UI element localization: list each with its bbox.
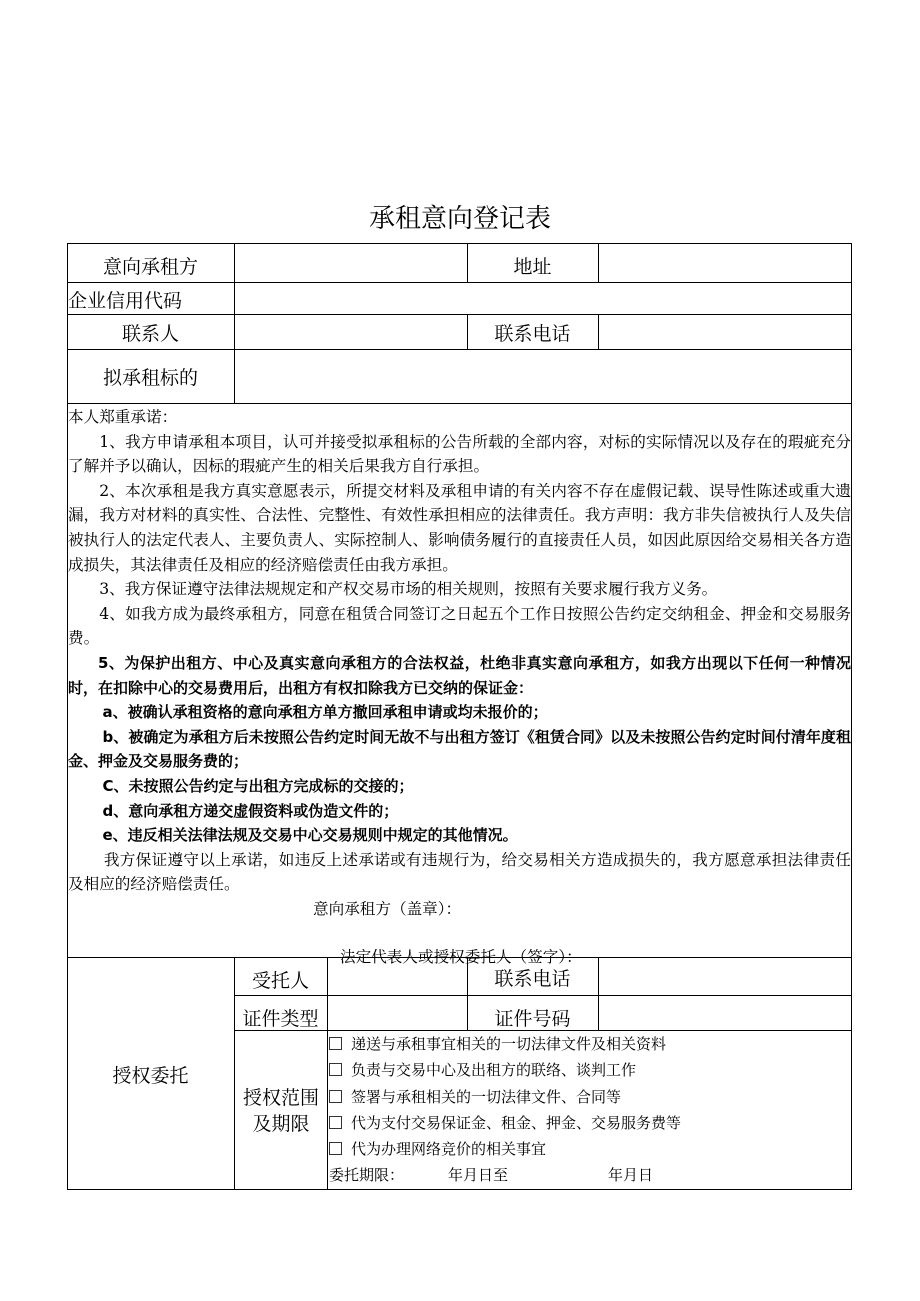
credit-code-label: 企业信用代码 <box>68 289 183 312</box>
term-to: 年月日 <box>608 1166 654 1185</box>
commitment-sub-item: e、违反相关法律法规及交易中心交易规则中规定的其他情况。 <box>102 826 518 845</box>
checkbox[interactable] <box>329 1142 342 1155</box>
id-number-label: 证件号码 <box>494 1008 571 1030</box>
scope-item[interactable]: 签署与承租相关的一切法律文件、合同等 <box>329 1084 849 1110</box>
commitment-item: 4、如我方成为最终承租方，同意在租赁合同签订之日起五个工作日按照公告约定交纳租金、押金和交易服务费。 <box>68 604 851 648</box>
id-type-label: 证件类型 <box>242 1008 319 1030</box>
authorization-label: 授权委托 <box>112 1064 189 1087</box>
scope-list <box>329 1031 849 1189</box>
contact-phone-label: 联系电话 <box>494 323 571 345</box>
checkbox[interactable] <box>329 1037 342 1050</box>
trustee-field[interactable] <box>328 958 467 995</box>
divider <box>67 403 852 404</box>
trustee-phone-field[interactable] <box>599 958 851 995</box>
commitment-item: 5、为保护出租方、中心及真实意向承租方的合法权益，杜绝非真实意向承租方，如我方出现以下任何一种情况时，在扣除中心的交易费用后，出租方有权扣除我方已交纳的保证金： <box>68 653 851 697</box>
seal-line: 意向承租方（盖章）： <box>313 899 462 918</box>
commitment-item: 3、我方保证遵守法律法规规定和产权交易市场的相关规则，按照有关要求履行我方义务。 <box>99 580 718 599</box>
commitment-heading: 本人郑重承诺： <box>68 408 178 426</box>
target-field[interactable] <box>235 350 851 403</box>
address-label: 地址 <box>513 255 552 278</box>
applicant-label: 意向承租方 <box>102 255 198 278</box>
term-from: 年月日至 <box>448 1166 509 1185</box>
commitment-sub-item: d、意向承租方递交虚假资料或伪造文件的； <box>102 801 399 820</box>
id-number-field[interactable] <box>599 996 851 1030</box>
address-field[interactable] <box>599 244 851 282</box>
term-line <box>329 1162 849 1188</box>
scope-item[interactable]: 代为支付交易保证金、租金、押金、交易服务费等 <box>329 1110 849 1136</box>
commitment-section <box>68 405 851 970</box>
commitment-sub-item: a、被确认承租资格的意向承租方单方撤回承租申请或均未报价的； <box>102 703 548 722</box>
trustee-phone-label: 联系电话 <box>494 968 571 990</box>
scope-label: 授权范围及期限 <box>242 1086 319 1135</box>
commitment-item: 2、本次承租是我方真实意愿表示，所提交材料及承租申请的有关内容不存在虚假记载、误导性陈述或重大遗漏，我方对材料的真实性、合法性、完整性、有效性承担相应的法律责任。我方声明：我方非失信被执行人及失信被执行人的法定代表人、主要负责人、实际控制人、影响债务履行的直接责任人员，如因此原因给交易相关各方造成损失，其法律责任及相应的经济赔偿责任由我方承担。 <box>68 481 851 574</box>
target-label: 拟承租标的 <box>102 367 198 389</box>
commitment-sub-item: b、被确定为承租方后未按照公告约定时间无故不与出租方签订《租赁合同》以及未按照公告约定时间付清年度租金、押金及交易服务费的； <box>68 727 851 771</box>
scope-item[interactable]: 代为办理网络竞价的相关事宜 <box>329 1136 849 1162</box>
contact-phone-field[interactable] <box>599 315 851 349</box>
commitment-sub-item: C、未按照公告约定与出租方完成标的交接的； <box>102 776 414 795</box>
checkbox[interactable] <box>329 1116 342 1129</box>
scope-item[interactable]: 负责与交易中心及出租方的联络、谈判工作 <box>329 1057 849 1083</box>
page-title: 承租意向登记表 <box>368 204 551 234</box>
applicant-field[interactable] <box>235 244 467 282</box>
commitment-closing: 我方保证遵守以上承诺，如违反上述承诺或有违规行为，给交易相关方造成损失的，我方愿意承担法律责任及相应的经济赔偿责任。 <box>68 850 851 894</box>
contact-field[interactable] <box>235 315 467 349</box>
signature-line: 法定代表人或授权委托人（签字）： <box>340 948 582 967</box>
term-label: 委托期限： <box>329 1166 405 1185</box>
trustee-label: 受托人 <box>251 970 309 992</box>
checkbox[interactable] <box>329 1063 342 1076</box>
contact-label: 联系人 <box>121 323 179 345</box>
credit-code-field[interactable] <box>235 283 851 314</box>
commitment-item: 1、我方申请承租本项目，认可并接受拟承租标的公告所载的全部内容，对标的实际情况以及存在的瑕疵充分了解并予以确认，因标的瑕疵产生的相关后果我方自行承担。 <box>68 432 851 476</box>
id-type-field[interactable] <box>328 996 467 1030</box>
checkbox[interactable] <box>329 1090 342 1103</box>
scope-item[interactable]: 递送与承租事宜相关的一切法律文件及相关资料 <box>329 1031 849 1057</box>
